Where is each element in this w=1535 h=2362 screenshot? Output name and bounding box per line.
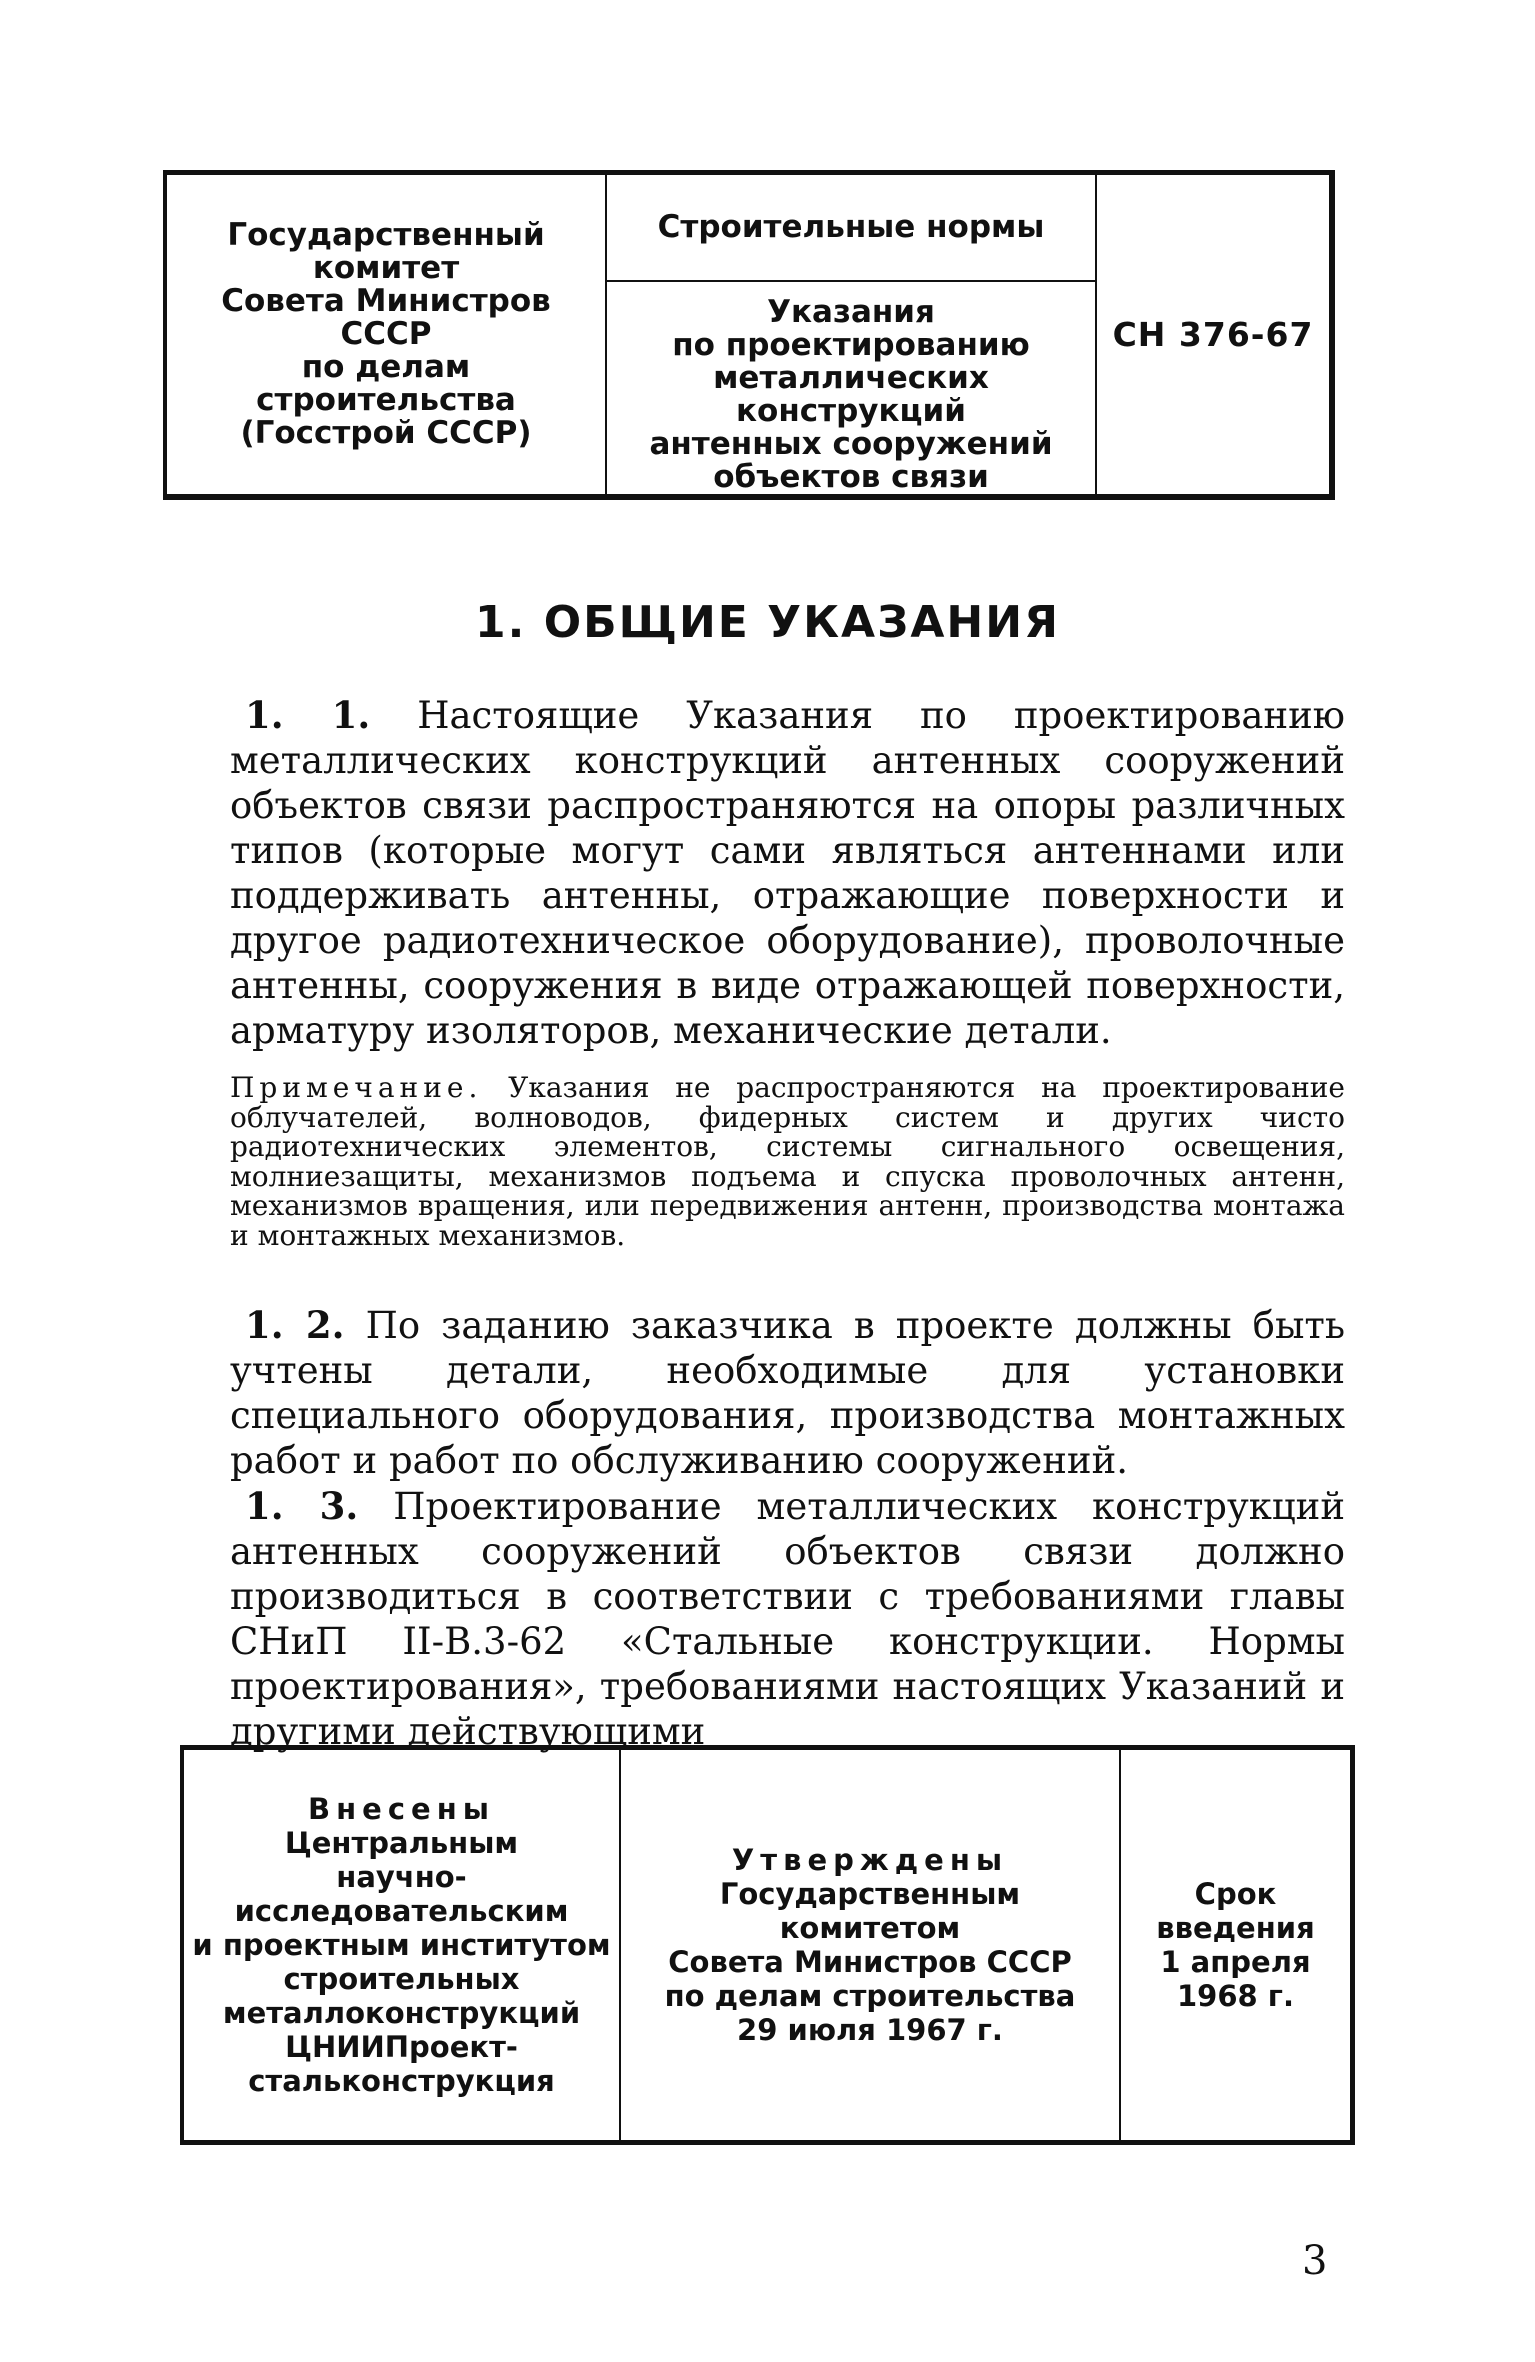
note — [230, 1073, 1345, 1250]
title-line: по проектированию — [672, 327, 1030, 363]
approved-line: комитетом — [779, 1911, 961, 1945]
paragraph-1-1 — [230, 693, 1345, 1053]
effective-date-cell — [1121, 1750, 1350, 2140]
footer-table — [180, 1745, 1355, 2145]
agency-line: Совета Министров — [221, 283, 551, 319]
approved-line: 29 июля 1967 г. — [737, 2013, 1003, 2047]
agency-line: строительства — [256, 382, 516, 418]
paragraph-text: Проектирование металлических конструкций антенных сооружений объектов связи должно производиться в соответствии с требованиями главы СНиП II-В.3-62 «Стальные конструкции. Нормы проектирования», требованиями настоящих Указаний и другими действующими — [230, 1485, 1345, 1753]
paragraph-1-3 — [230, 1484, 1345, 1754]
paragraph-number: 1. 3. — [245, 1484, 359, 1528]
introduced-line: ЦНИИПроект- — [285, 2030, 518, 2064]
page-number: 3 — [1302, 2238, 1328, 2284]
term-line: Срок — [1194, 1877, 1277, 1911]
document-code: СН 376-67 — [1112, 315, 1314, 354]
section-title: 1. ОБЩИЕ УКАЗАНИЯ — [475, 597, 1060, 648]
approved-line: по делам строительства — [664, 1979, 1076, 2013]
introduced-line: научно- — [336, 1860, 467, 1894]
term-line: 1 апреля — [1160, 1945, 1311, 1979]
introduced-line: Центральным — [284, 1826, 519, 1860]
paragraph-number: 1. 1. — [245, 693, 371, 737]
header-table — [163, 170, 1335, 500]
agency-line: Государственный — [227, 217, 545, 253]
approved-by-cell — [621, 1750, 1121, 2140]
paragraph-number: 1. 2. — [245, 1303, 345, 1347]
agency-line: (Госстрой СССР) — [240, 415, 532, 451]
paragraph-text: Настоящие Указания по проектированию металлических конструкций антенных сооружений объектов связи распространяются на опоры различных типов (которые могут сами являться антеннами или поддерживать антенны, отражающие поверхности и другое радиотехническое оборудование), проволочные антенны, сооружения в виде отражающей поверхности, арматуру изоляторов, механические детали. — [230, 694, 1345, 1052]
document-code-cell — [1097, 175, 1329, 494]
issuing-agency — [167, 175, 607, 494]
title-line: антенных сооружений — [649, 426, 1053, 462]
paragraph-1-2 — [230, 1303, 1345, 1483]
introduced-line: металлоконструкций — [222, 1996, 581, 2030]
agency-line: по делам — [301, 349, 471, 385]
note-label: Примечание. — [230, 1071, 483, 1104]
agency-line: комитет — [312, 250, 460, 286]
paragraph-text: По заданию заказчика в проекте должны быть учтены детали, необходимые для установки специального оборудования, производства монтажных работ и работ по обслуживанию сооружений. — [230, 1304, 1346, 1482]
note-text: Указания не распространяются на проектирование облучателей, волноводов, фидерных систем и других чисто радиотехнических элементов, системы сигнального освещения, молниезащиты, механизмов подъема и спуска проволочных антенн, механизмов вращения, или передвижения антенн, производства монтажа и монтажных механизмов. — [230, 1071, 1345, 1252]
term-line: введения — [1156, 1911, 1315, 1945]
introduced-line: стальконструкция — [248, 2064, 555, 2098]
document-title — [607, 282, 1095, 494]
introduced-line: строительных — [283, 1962, 520, 1996]
approved-label: Утверждены — [731, 1843, 1009, 1877]
approved-line: Государственным — [719, 1877, 1021, 1911]
term-line: 1968 г. — [1177, 1979, 1294, 2013]
approved-line: Совета Министров СССР — [668, 1945, 1072, 1979]
title-line: Указания — [767, 294, 935, 330]
introduced-line: исследовательским — [234, 1894, 569, 1928]
introduced-label: Внесены — [308, 1792, 495, 1826]
title-line: объектов связи — [713, 459, 989, 495]
document-title-cell — [607, 175, 1097, 494]
introduced-line: и проектным институтом — [192, 1928, 611, 1962]
title-line: металлических конструкций — [713, 360, 989, 429]
norms-title: Строительные нормы — [607, 175, 1095, 282]
agency-line: СССР — [340, 316, 432, 352]
introduced-by-cell — [184, 1750, 621, 2140]
